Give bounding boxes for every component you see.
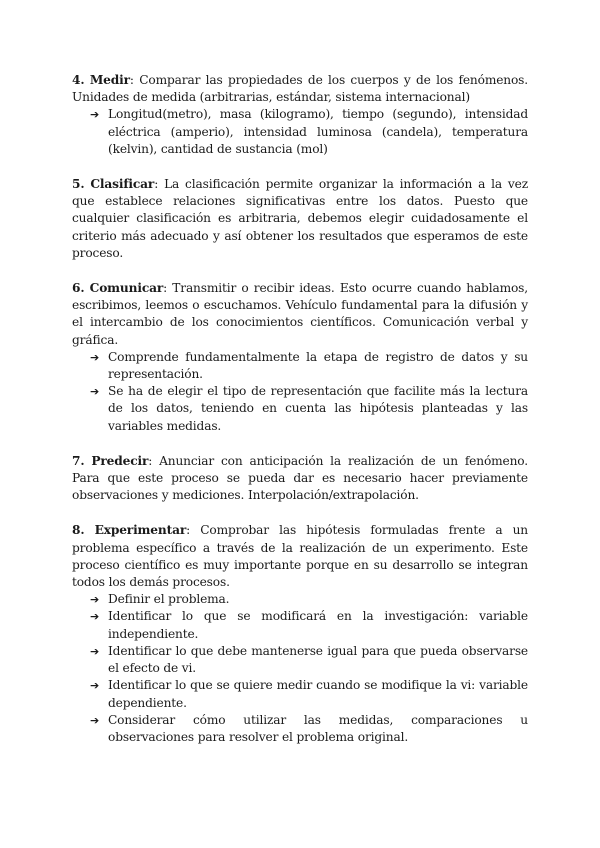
arrow-right-icon: ➔	[90, 385, 100, 399]
list-item	[90, 712, 528, 746]
section-paragraph	[72, 453, 528, 505]
arrow-right-icon: ➔	[90, 350, 100, 364]
section-paragraph	[72, 522, 528, 591]
list-item-text: Considerar cómo utilizar las medidas, comparaciones u observaciones para resolver el problema original.	[108, 712, 528, 744]
list-item-text: Se ha de elegir el tipo de representación que facilite más la lectura de los datos, teniendo en cuenta las hipótesis planteadas y las variables medidas.	[108, 384, 528, 433]
list-item-text: Longitud(metro), masa (kilogramo), tiempo (segundo), intensidad eléctrica (amperio), intensidad luminosa (candela), temperatura (kelvin), cantidad de sustancia (mol)	[108, 107, 528, 156]
section-term: Clasificar	[90, 177, 155, 192]
arrow-right-icon: ➔	[90, 610, 100, 624]
section-term: Predecir	[91, 453, 149, 468]
bullet-list	[72, 591, 528, 746]
bullet-list	[72, 349, 528, 435]
section-term: Comunicar	[89, 281, 164, 296]
list-item-text: Identificar lo que se quiere medir cuando se modifique la vi: variable dependiente.	[108, 678, 528, 710]
list-item-text: Identificar lo que debe mantenerse igual para que pueda observarse el efecto de vi.	[108, 643, 528, 676]
list-item	[90, 677, 528, 711]
list-item	[90, 349, 528, 383]
list-item	[90, 106, 528, 158]
section-number: 4.	[72, 73, 85, 87]
list-item-text: Identificar lo que se modificará en la investigación: variable independiente.	[108, 609, 528, 641]
section-number: 7.	[72, 453, 85, 468]
section-medir	[72, 72, 528, 158]
section-text: : Transmitir o recibir ideas. Esto ocurre cuando hablamos, escribimos, leemos o escuchamos. Vehículo fundamental para la difusión y el intercambio de los conocimientos científicos. Comunicación verbal y gráfica.	[72, 281, 528, 347]
arrow-right-icon: ➔	[90, 713, 100, 727]
section-paragraph	[72, 72, 528, 106]
section-number: 5.	[72, 177, 85, 192]
list-item	[90, 383, 528, 435]
list-item-text: Definir el problema.	[108, 592, 230, 607]
section-comunicar	[72, 280, 528, 435]
bullet-list	[72, 106, 528, 158]
section-paragraph	[72, 176, 528, 262]
list-item	[90, 608, 528, 642]
section-text: : Comprobar las hipótesis formuladas frente a un problema específico a través de la realización de un experimento. Este proceso científico es muy importante porque en su desarrollo se integran todos los demás procesos.	[72, 523, 528, 590]
section-paragraph	[72, 280, 528, 349]
arrow-right-icon: ➔	[90, 644, 100, 658]
section-text: : La clasificación permite organizar la información a la vez que establece relaciones significativas entre los datos. Puesto que cualquier clasificación es arbitraria, debemos elegir cuidadosamente el criterio más adecuado y así obtener los resultados que esperamos de este proceso.	[72, 177, 528, 260]
section-predecir	[72, 453, 528, 505]
section-number: 8.	[72, 523, 85, 538]
arrow-right-icon: ➔	[90, 679, 100, 693]
arrow-right-icon: ➔	[90, 108, 100, 122]
section-term: Experimentar	[94, 523, 187, 538]
arrow-right-icon: ➔	[90, 593, 100, 607]
section-text: : Anunciar con anticipación la realización de un fenómeno. Para que este proceso se pueda dar es necesario hacer previamente observaciones y mediciones. Interpolación/extrapolación.	[72, 453, 528, 503]
list-item	[90, 591, 528, 608]
section-text: : Comparar las propiedades de los cuerpos y de los fenómenos. Unidades de medida (arbitrarias, estándar, sistema internacional)	[72, 73, 528, 105]
section-clasificar	[72, 176, 528, 262]
list-item	[90, 643, 528, 677]
section-experimentar	[72, 522, 528, 746]
section-term: Medir	[89, 73, 130, 87]
section-number: 6.	[72, 281, 85, 296]
list-item-text: Comprende fundamentalmente la etapa de registro de datos y su representación.	[108, 349, 528, 382]
